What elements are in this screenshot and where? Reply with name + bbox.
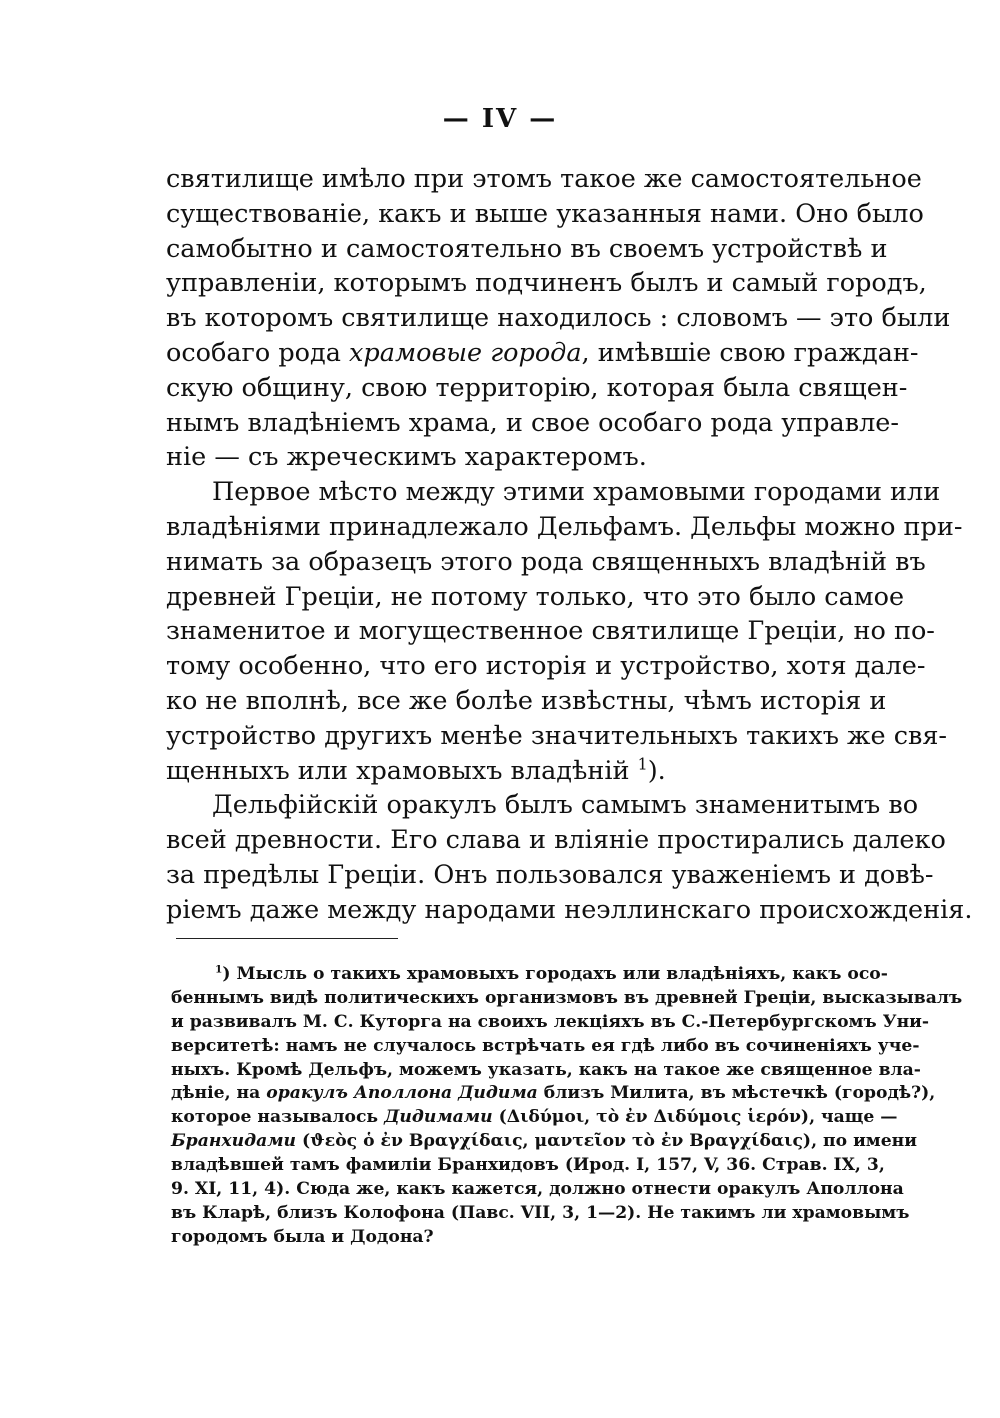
- text-line: владѣніями принадлежало Дельфамъ. Дельфы можно при-: [166, 511, 963, 542]
- footnote-line: верситетѣ: намъ не случалось встрѣчать ея гдѣ либо въ сочиненіяхъ уче-: [171, 1035, 920, 1056]
- text-line: самобытно и самостоятельно въ своемъ устройствѣ и: [166, 233, 888, 264]
- footnote-line: [171, 1106, 898, 1130]
- text-line: Первое мѣсто между этими храмовыми городами или: [212, 477, 941, 508]
- footnote-line: ныхъ. Кромѣ Дельфъ, можемъ указать, какъ на такое же священное вла-: [171, 1059, 921, 1080]
- footnote-line: [171, 962, 888, 987]
- text-line: [166, 336, 919, 371]
- text-line: въ которомъ святилище находилось : словомъ — это были: [166, 303, 951, 334]
- text-line: нымъ владѣніемъ храма, и свое особаго рода управле-: [166, 407, 899, 438]
- footnote-line: [171, 1082, 936, 1106]
- text-line: нимать за образецъ этого рода священныхъ владѣній въ: [166, 546, 926, 577]
- text-run: ).: [647, 755, 666, 786]
- footnote-line: городомъ была и Додона?: [171, 1226, 434, 1247]
- text-line: святилище имѣло при этомъ такое же самостоятельное: [166, 164, 922, 194]
- footnote-line: 9. XI, 11, 4). Сюда же, какъ кажется, должно отнести оракулъ Аполлона: [171, 1179, 904, 1200]
- text-run: особаго рода: [166, 337, 350, 368]
- italic-term: оракулъ Аполлона Дидима: [266, 1083, 538, 1104]
- text-line: скую общину, свою территорію, которая была священ-: [166, 372, 908, 403]
- text-line: устройство другихъ менѣе значительныхъ такихъ же свя-: [166, 720, 948, 751]
- text-line: Дельфійскій оракулъ былъ самымъ знаменитымъ во: [212, 790, 919, 821]
- text-line: [166, 754, 810, 789]
- text-line: за предѣлы Греціи. Онъ пользовался уваженіемъ и довѣ-: [166, 859, 934, 890]
- footnote-line: владѣвшей тамъ фамиліи Бранхидовъ (Ирод. I, 157, V, 36. Страв. IX, 3,: [171, 1155, 885, 1176]
- text-line: древней Греціи, не потому только, что это было самое: [166, 581, 905, 612]
- footnote-line: и развивалъ М. С. Куторга на своихъ лекціяхъ въ С.-Петербургскомъ Уни-: [171, 1011, 930, 1032]
- footnote-marker: 1: [215, 962, 223, 976]
- text-line: ріемъ даже между народами неэллинскаго происхожденія.: [166, 894, 973, 925]
- text-line: управленіи, которымъ подчиненъ былъ и самый городъ,: [166, 268, 927, 299]
- footnote-divider: [176, 938, 398, 939]
- footnote-ref[interactable]: 1: [637, 754, 648, 774]
- text-line: существованіе, какъ и выше указанныя нами. Оно было: [166, 198, 924, 229]
- text-run: которое называлось: [171, 1107, 385, 1128]
- footnote: [171, 962, 963, 1250]
- italic-term: храмовые города: [349, 337, 582, 368]
- italic-term: Дидимами: [384, 1107, 493, 1128]
- text-line: тому особенно, что его исторія и устройство, хотя дале-: [166, 651, 926, 682]
- text-line: знаменитое и могущественное святилище Греціи, но по-: [166, 616, 935, 647]
- text-line: всей древности. Его слава и вліяніе простирались далеко: [166, 825, 946, 856]
- footnote-line: [171, 1130, 918, 1154]
- main-text: [166, 162, 973, 928]
- text-run: близъ Милита, въ мѣстечкѣ (городѣ?),: [537, 1083, 936, 1104]
- text-run: ) Мысль о такихъ храмовыхъ городахъ или владѣніяхъ, какъ осо-: [222, 964, 888, 984]
- footnote-line: въ Кларѣ, близъ Колофона (Павс. VII, 3, 1—2). Не такимъ ли храмовымъ: [171, 1202, 910, 1223]
- footnote-line: беннымъ видѣ политическихъ организмовъ въ древней Греціи, высказывалъ: [171, 987, 963, 1008]
- text-run: (ϑεὸς ὁ ἐν Βραγχίδαις, μαντεῖον τὸ ἐν Βραγχίδαις), по имени: [296, 1131, 918, 1152]
- text-run: (Διδύμοι, τὸ ἐν Διδύμοις ἱερόν), чаще —: [492, 1107, 898, 1128]
- text-run: щенныхъ или храмовыхъ владѣній: [166, 755, 638, 786]
- italic-term: Бранхидами: [171, 1131, 297, 1152]
- text-line: ко не вполнѣ, все же болѣе извѣстны, чѣмъ исторія и: [166, 685, 887, 716]
- text-run: , имѣвшіе свою граждан-: [581, 337, 919, 368]
- text-line: ніе — съ жреческимъ характеромъ.: [166, 442, 647, 473]
- text-run: дѣніе, на: [171, 1083, 267, 1104]
- page-number: — IV —: [442, 104, 558, 134]
